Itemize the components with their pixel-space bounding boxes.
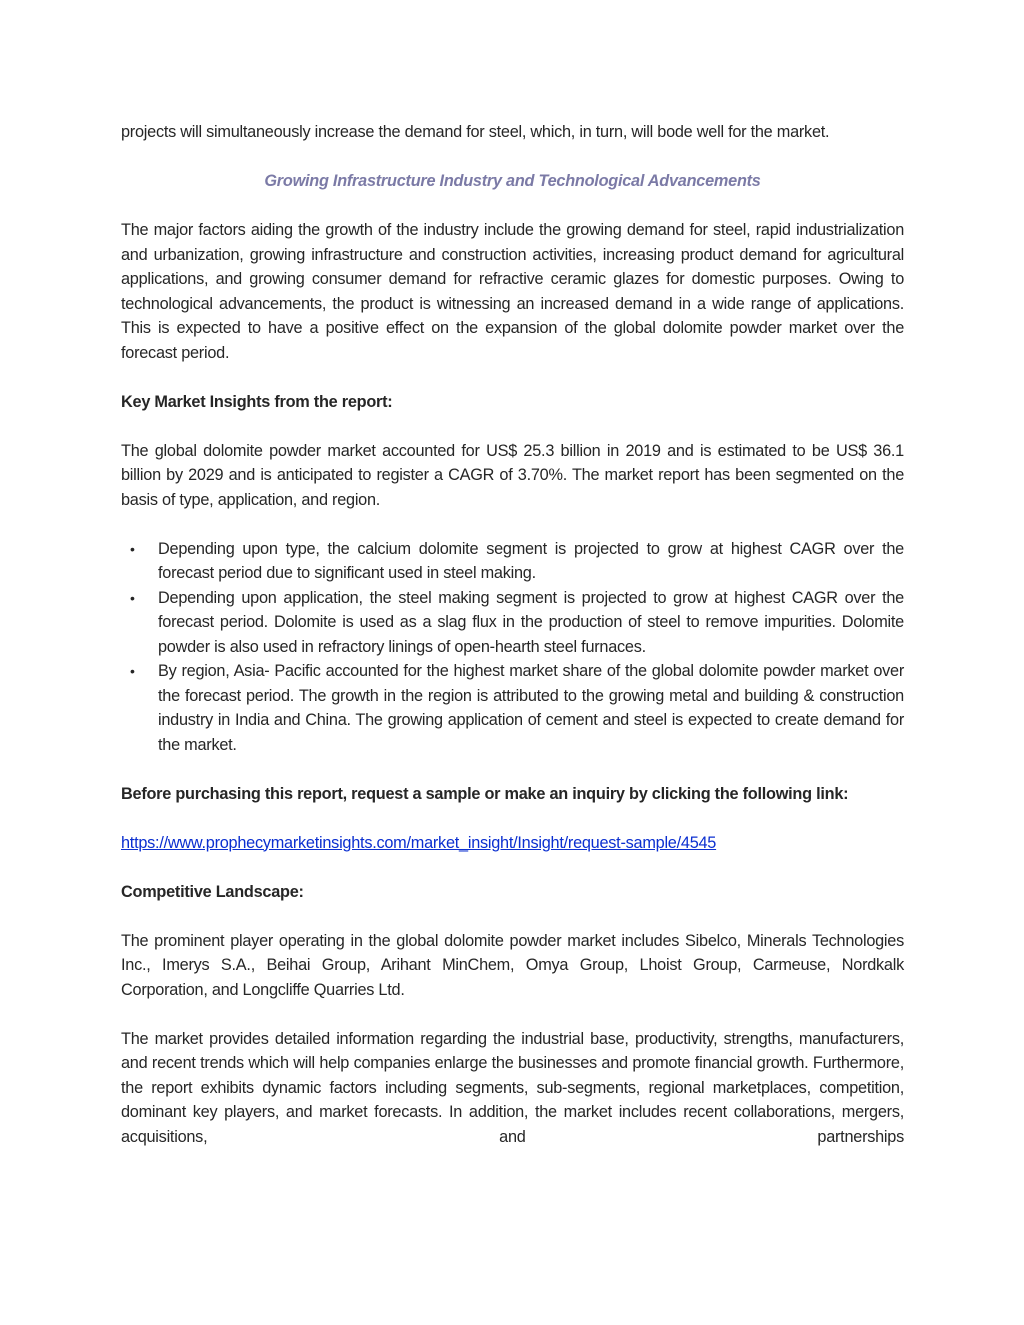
competitive-heading: Competitive Landscape:	[121, 882, 304, 901]
insights-paragraph: The global dolomite powder market accounted for US$ 25.3 billion in 2019 and is estimated to be US$ 36.1 billion by 2029 and is anticipated to register a CAGR of 3.70%. The market report has been segmented on the basis of type, application, and region.	[121, 441, 904, 509]
document-page	[121, 120, 904, 1174]
intro-continuation-paragraph: projects will simultaneously increase the demand for steel, which, in turn, will bode well for the market.	[121, 123, 830, 141]
closing-paragraph: The market provides detailed information regarding the industrial base, productivity, strengths, manufacturers, and recent trends which will help companies enlarge the businesses and promote financial growth. Furthermore, the report exhibits dynamic factors including segments, sub-segments, regional marketplaces, competition, dominant key players, and market forecasts. In addition, the market includes recent collaborations, mergers, acquisitions, and partnerships	[121, 1029, 904, 1146]
bullet-item-region	[121, 659, 904, 757]
bullet-icon: •	[130, 540, 135, 557]
bullet-icon: •	[130, 589, 135, 606]
bullet-item-application	[121, 586, 904, 660]
bullet-icon: •	[130, 663, 135, 679]
request-sample-link[interactable]: https://www.prophecymarketinsights.com/market_insight/Insight/request-sample/4545	[121, 833, 717, 852]
section-heading-growth: Growing Infrastructure Industry and Technological Advancements	[264, 172, 761, 190]
bullet-text: Depending upon application, the steel making segment is projected to grow at highest CAGR over the forecast period. Dolomite is used as a slag flux in the production of steel to remove impurities. Dolomite powder is also used in refractory linings of open-hearth steel furnaces.	[158, 588, 904, 656]
bullet-item-type	[121, 537, 904, 586]
cta-paragraph: Before purchasing this report, request a sample or make an inquiry by clicking the following link:	[121, 784, 849, 803]
insights-bullet-list	[121, 537, 904, 758]
competitive-paragraph: The prominent player operating in the global dolomite powder market includes Sibelco, Minerals Technologies Inc., Imerys S.A., Beihai Group, Arihant MinChem, Omya Group, Lhoist Group, Carmeuse, Nordkalk Corporation, and Longcliffe Quarries Ltd.	[121, 931, 904, 999]
bullet-text: By region, Asia- Pacific accounted for the highest market share of the global dolomite powder market over the forecast period. The growth in the region is attributed to the growing metal and building & construction industry in India and China. The growing application of cement and steel is expected to create demand for the market.	[158, 662, 904, 754]
growth-paragraph: The major factors aiding the growth of the industry include the growing demand for steel, rapid industrialization and urbanization, growing infrastructure and construction activities, increasing product demand for agricultural applications, and growing consumer demand for refractive ceramic glazes for domestic purposes. Owing to technological advancements, the product is witnessing an increased demand in a wide range of applications. This is expected to have a positive effect on the expansion of the global dolomite powder market over the forecast period.	[121, 221, 904, 362]
insights-heading: Key Market Insights from the report:	[121, 392, 393, 411]
sample-link-paragraph	[121, 831, 904, 856]
bullet-text: Depending upon type, the calcium dolomite segment is projected to grow at highest CAGR over the forecast period due to significant used in steel making.	[158, 539, 904, 582]
